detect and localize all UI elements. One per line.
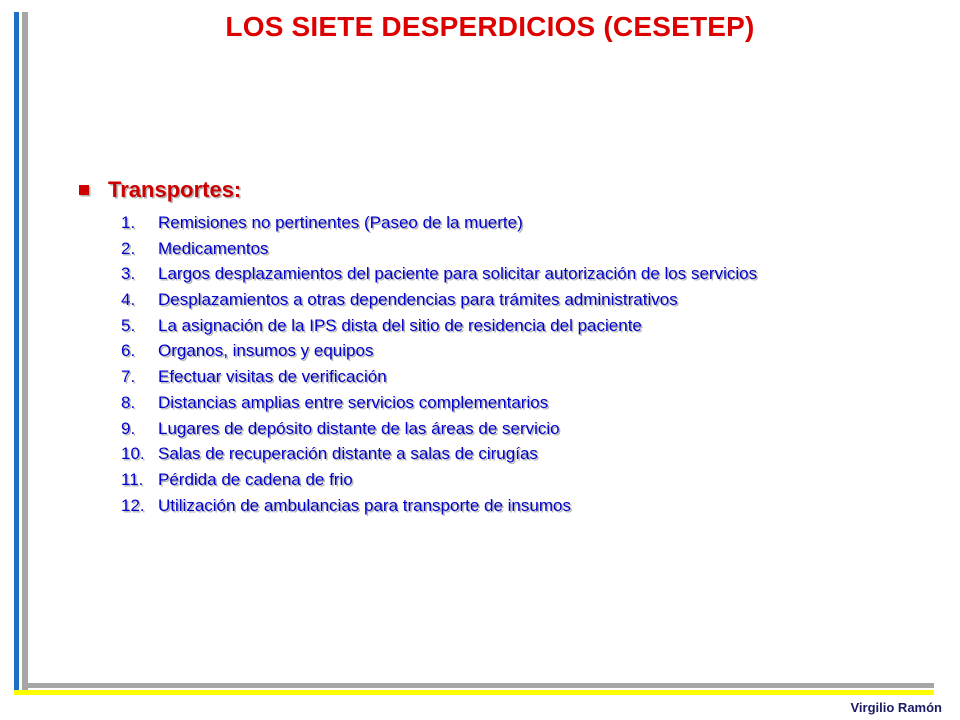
list-item-number: 4. xyxy=(121,290,136,310)
list-item xyxy=(121,493,945,519)
list-item xyxy=(121,441,945,467)
numbered-list xyxy=(75,210,945,518)
section-heading xyxy=(75,175,945,205)
square-bullet-icon xyxy=(79,185,89,195)
list-item xyxy=(121,416,945,442)
list-item-text: La asignación de la IPS dista del sitio de residencia del paciente xyxy=(158,315,642,335)
list-item-number: 10. xyxy=(121,444,145,464)
list-item-text: Lugares de depósito distante de las áreas de servicio xyxy=(158,418,560,438)
list-item xyxy=(121,261,945,287)
list-item-text: Desplazamientos a otras dependencias para trámites administrativos xyxy=(158,290,678,310)
slide-title: LOS SIETE DESPERDICIOS (CESETEP) xyxy=(225,11,755,42)
list-item-number: 5. xyxy=(121,315,136,335)
list-item-text: Distancias amplias entre servicios complementarios xyxy=(158,392,549,412)
list-item-text: Efectuar visitas de verificación xyxy=(158,367,387,387)
list-item xyxy=(121,287,945,313)
section-transportes xyxy=(75,175,945,518)
frame-left-gray-bar xyxy=(22,12,28,695)
list-item xyxy=(121,236,945,262)
list-item-number: 6. xyxy=(121,341,136,361)
section-title: Transportes: xyxy=(108,177,242,202)
list-item xyxy=(121,338,945,364)
list-item-number: 8. xyxy=(121,392,136,412)
list-item-text: Largos desplazamientos del paciente para solicitar autorización de los servicios xyxy=(158,264,758,284)
frame-bottom-gray-bar xyxy=(22,683,934,688)
list-item-text: Pérdida de cadena de frio xyxy=(158,469,353,489)
list-item-text: Organos, insumos y equipos xyxy=(158,341,374,361)
list-item-number: 11. xyxy=(121,469,144,489)
list-item xyxy=(121,467,945,493)
list-item-number: 9. xyxy=(121,418,136,438)
list-item-text: Medicamentos xyxy=(158,238,269,258)
frame-left-blue-bar xyxy=(14,12,19,695)
list-item-text: Remisiones no pertinentes (Paseo de la muerte) xyxy=(158,213,523,232)
list-item-text: Utilización de ambulancias para transporte de insumos xyxy=(158,495,571,515)
list-item xyxy=(121,390,945,416)
list-item-text: Salas de recuperación distante a salas de cirugías xyxy=(158,444,538,464)
list-item xyxy=(121,313,945,339)
list-item-number: 7. xyxy=(121,367,136,387)
list-item-number: 3. xyxy=(121,264,136,284)
footer-author: Virgilio Ramón xyxy=(850,700,942,715)
list-item xyxy=(121,364,945,390)
frame-bottom-yellow-bar xyxy=(14,690,934,695)
list-item-number: 2. xyxy=(121,238,136,258)
list-item xyxy=(121,210,945,236)
list-item-number: 1. xyxy=(121,213,136,232)
list-item-number: 12. xyxy=(121,495,145,515)
